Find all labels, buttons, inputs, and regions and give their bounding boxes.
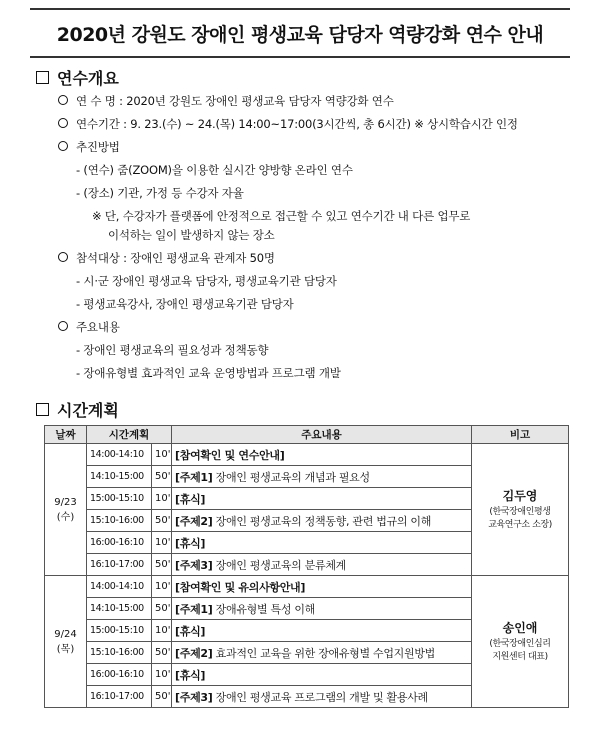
- time-cell: 16:00-16:10: [87, 664, 152, 686]
- overview-method-1: - (연수) 줌(ZOOM)을 이용한 실시간 양방향 온라인 연수: [76, 163, 353, 177]
- time-cell: 16:10-17:00: [87, 686, 152, 708]
- content-cell: [휴식]: [172, 488, 472, 510]
- content-cell: [휴식]: [172, 664, 472, 686]
- schedule-table: [44, 425, 569, 708]
- duration-cell: 50': [152, 598, 172, 620]
- duration-cell: 50': [152, 642, 172, 664]
- square-bullet-icon: [36, 71, 49, 84]
- overview-content-title: 주요내용: [58, 319, 120, 335]
- square-bullet-icon: [36, 403, 49, 416]
- remark-cell: 김두영 (한국장애인평생 교육연구소 소장): [472, 444, 569, 576]
- date-cell: 9/24 (목): [45, 576, 87, 708]
- duration-cell: 10': [152, 444, 172, 466]
- overview-course-name: 연 수 명 : 2020년 강원도 장애인 평생교육 담당자 역량강화 연수: [58, 93, 394, 109]
- speaker-name: 김두영: [502, 489, 538, 503]
- content-cell: [주제2] 효과적인 교육을 위한 장애유형별 수업지원방법: [172, 642, 472, 664]
- duration-cell: 10': [152, 488, 172, 510]
- time-cell: 15:00-15:10: [87, 488, 152, 510]
- time-cell: 16:00-16:10: [87, 532, 152, 554]
- overview-period: 연수기간 : 9. 23.(수) ~ 24.(목) 14:00~17:00(3시간씩, 총 6시간) ※ 상시학습시간 인정: [58, 116, 518, 132]
- duration-cell: 50': [152, 466, 172, 488]
- content-cell: [주제3] 장애인 평생교육의 분류체계: [172, 554, 472, 576]
- remark-cell: 송인애 (한국장애인심리 지원센터 대표): [472, 576, 569, 708]
- content-cell: [참여확인 및 연수안내]: [172, 444, 472, 466]
- speaker-name: 송인애: [502, 621, 538, 635]
- duration-cell: 50': [152, 686, 172, 708]
- table-header-row: [45, 426, 569, 444]
- circle-bullet-icon: [58, 321, 68, 331]
- title-box: [30, 8, 570, 58]
- overview-content-1: - 장애인 평생교육의 필요성과 정책동향: [76, 343, 269, 357]
- content-cell: [주제1] 장애유형별 특성 이해: [172, 598, 472, 620]
- date-cell: 9/23 (수): [45, 444, 87, 576]
- overview-method-note-1: ※ 단, 수강자가 플랫폼에 안정적으로 접근할 수 있고 연수기간 내 다른 업무로: [92, 209, 471, 223]
- overview-method-2: - (장소) 기관, 가정 등 수강자 자율: [76, 186, 244, 200]
- header-content: 주요내용: [172, 426, 472, 444]
- duration-cell: 10': [152, 664, 172, 686]
- circle-bullet-icon: [58, 118, 68, 128]
- overview-content-2: - 장애유형별 효과적인 교육 운영방법과 프로그램 개발: [76, 366, 341, 380]
- duration-cell: 10': [152, 532, 172, 554]
- page-title: 2020년 강원도 장애인 평생교육 담당자 역량강화 연수 안내: [56, 23, 544, 46]
- content-cell: [주제2] 장애인 평생교육의 정책동향, 관련 법규의 이해: [172, 510, 472, 532]
- content-cell: [휴식]: [172, 532, 472, 554]
- time-cell: 14:00-14:10: [87, 444, 152, 466]
- header-date: 날짜: [45, 426, 87, 444]
- header-time: 시간계획: [87, 426, 172, 444]
- overview-target-2: - 평생교육강사, 장애인 평생교육기관 담당자: [76, 297, 294, 311]
- table-row: [45, 576, 569, 598]
- overview-method-title: 추진방법: [58, 139, 120, 155]
- time-cell: 14:00-14:10: [87, 576, 152, 598]
- time-cell: 15:10-16:00: [87, 510, 152, 532]
- time-cell: 15:10-16:00: [87, 642, 152, 664]
- time-cell: 15:00-15:10: [87, 620, 152, 642]
- circle-bullet-icon: [58, 95, 68, 105]
- circle-bullet-icon: [58, 141, 68, 151]
- section-heading-overview: 연수개요: [36, 66, 119, 89]
- content-cell: [참여확인 및 유의사항안내]: [172, 576, 472, 598]
- header-remark: 비고: [472, 426, 569, 444]
- duration-cell: 50': [152, 510, 172, 532]
- content-cell: [휴식]: [172, 620, 472, 642]
- time-cell: 14:10-15:00: [87, 466, 152, 488]
- section-heading-schedule: 시간계획: [36, 398, 119, 421]
- content-cell: [주제1] 장애인 평생교육의 개념과 필요성: [172, 466, 472, 488]
- overview-target-title: 참석대상 : 장애인 평생교육 관계자 50명: [58, 250, 275, 266]
- table-row: [45, 444, 569, 466]
- time-cell: 16:10-17:00: [87, 554, 152, 576]
- overview-method-note-2: 이석하는 일이 발생하지 않는 장소: [108, 228, 275, 242]
- overview-target-1: - 시·군 장애인 평생교육 담당자, 평생교육기관 담당자: [76, 274, 337, 288]
- content-cell: [주제3] 장애인 평생교육 프로그램의 개발 및 활용사례: [172, 686, 472, 708]
- duration-cell: 50': [152, 554, 172, 576]
- duration-cell: 10': [152, 620, 172, 642]
- duration-cell: 10': [152, 576, 172, 598]
- circle-bullet-icon: [58, 252, 68, 262]
- time-cell: 14:10-15:00: [87, 598, 152, 620]
